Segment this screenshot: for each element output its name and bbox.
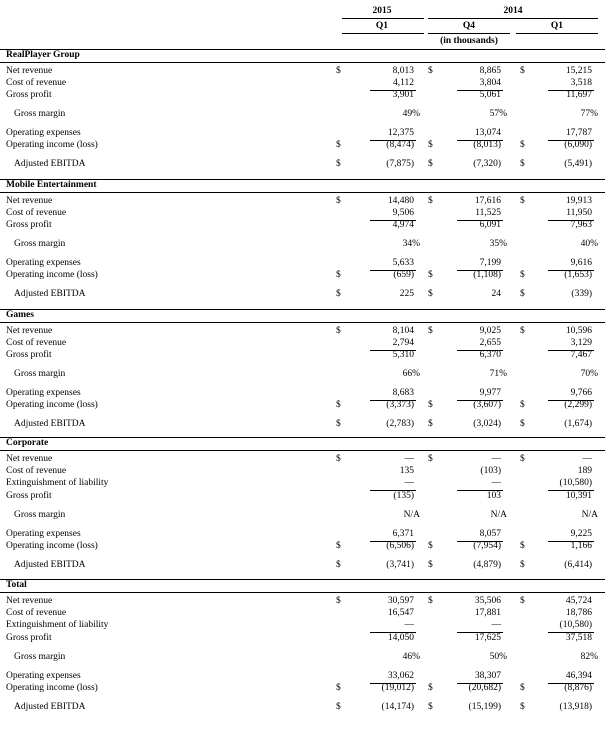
cell-value: (13,918) xyxy=(559,702,592,712)
cell-value: — xyxy=(404,454,414,464)
row-label: Adjusted EBITDA xyxy=(14,560,86,570)
cell-value: 37,518 xyxy=(565,633,592,643)
cell-value: (10,580) xyxy=(559,620,592,630)
section-title: Games xyxy=(6,310,34,320)
dollar-sign: $ xyxy=(428,454,433,464)
cell-value: 71% xyxy=(489,369,507,379)
section-rule-top xyxy=(0,309,605,310)
year-2015-rule xyxy=(342,18,424,19)
cell-value: 40% xyxy=(580,239,598,249)
cell-value: — xyxy=(404,620,414,630)
dollar-sign: $ xyxy=(336,419,341,429)
cell-value: 5,061 xyxy=(479,90,501,100)
cell-value: 35% xyxy=(489,239,507,249)
cell-value: 2,655 xyxy=(479,338,501,348)
cell-value: 10,596 xyxy=(565,326,592,336)
row-label: Adjusted EBITDA xyxy=(14,702,86,712)
cell-value: (8,876) xyxy=(564,683,592,693)
cell-value: N/A xyxy=(490,510,507,520)
dollar-sign: $ xyxy=(520,140,525,150)
row-label: Cost of revenue xyxy=(6,338,67,348)
cell-value: (1,108) xyxy=(473,270,501,280)
row-label: Extinguishment of liability xyxy=(6,620,109,630)
row-label: Gross margin xyxy=(14,510,66,520)
cell-value: (1,674) xyxy=(564,419,592,429)
cell-value: 8,057 xyxy=(479,529,501,539)
dollar-sign: $ xyxy=(520,702,525,712)
cell-value: (2,783) xyxy=(386,419,414,429)
cell-value: (3,024) xyxy=(473,419,501,429)
cell-value: 11,950 xyxy=(566,208,592,218)
dollar-sign: $ xyxy=(336,454,341,464)
cell-value: 10,391 xyxy=(565,491,592,501)
dollar-sign: $ xyxy=(520,454,525,464)
cell-value: — xyxy=(491,620,501,630)
cell-value: 3,129 xyxy=(570,338,592,348)
cell-value: (20,682) xyxy=(468,683,501,693)
section-title: Corporate xyxy=(6,438,49,448)
cell-value: (3,741) xyxy=(386,560,414,570)
cell-value: 15,215 xyxy=(565,66,592,76)
row-label: Cost of revenue xyxy=(6,466,67,476)
section-title: RealPlayer Group xyxy=(6,50,80,60)
cell-value: (8,013) xyxy=(473,140,501,150)
dollar-sign: $ xyxy=(428,196,433,206)
row-label: Operating income (loss) xyxy=(6,140,98,150)
col-q1-2014-rule xyxy=(516,33,598,34)
row-label: Net revenue xyxy=(6,326,53,336)
row-label: Operating expenses xyxy=(6,529,81,539)
cell-value: 9,025 xyxy=(479,326,501,336)
cell-value: 3,518 xyxy=(570,78,592,88)
section-title: Mobile Entertainment xyxy=(6,180,97,190)
cell-value: 12,375 xyxy=(387,128,414,138)
cell-value: (3,373) xyxy=(386,400,414,410)
cell-value: — xyxy=(404,478,414,488)
cell-value: 9,506 xyxy=(392,208,414,218)
cell-value: 13,074 xyxy=(474,128,501,138)
cell-value: 77% xyxy=(580,109,598,119)
cell-value: 9,977 xyxy=(479,388,501,398)
cell-value: — xyxy=(491,454,501,464)
cell-value: — xyxy=(491,478,501,488)
row-label: Gross margin xyxy=(14,239,66,249)
row-label: Net revenue xyxy=(6,596,53,606)
dollar-sign: $ xyxy=(428,140,433,150)
section-rule-bottom xyxy=(0,192,605,193)
dollar-sign: $ xyxy=(520,270,525,280)
cell-value: 8,865 xyxy=(479,66,501,76)
section-rule-bottom xyxy=(0,450,605,451)
cell-value: (7,954) xyxy=(473,541,501,551)
cell-value: 189 xyxy=(577,466,592,476)
year-2015-label: 2015 xyxy=(372,6,392,16)
cell-value: (659) xyxy=(393,270,414,280)
cell-value: 38,307 xyxy=(474,671,501,681)
col-q4-2014-label: Q4 xyxy=(462,21,476,31)
row-label: Cost of revenue xyxy=(6,208,67,218)
dollar-sign: $ xyxy=(336,400,341,410)
dollar-sign: $ xyxy=(336,140,341,150)
cell-value: (103) xyxy=(480,466,501,476)
dollar-sign: $ xyxy=(428,702,433,712)
dollar-sign: $ xyxy=(520,560,525,570)
cell-value: — xyxy=(582,454,592,464)
section-title: Total xyxy=(6,580,27,590)
dollar-sign: $ xyxy=(520,289,525,299)
cell-value: (15,199) xyxy=(468,702,501,712)
cell-value: 45,724 xyxy=(565,596,592,606)
cell-value: (3,607) xyxy=(473,400,501,410)
dollar-sign: $ xyxy=(336,159,341,169)
cell-value: 6,091 xyxy=(479,220,501,230)
row-label: Net revenue xyxy=(6,454,53,464)
row-label: Operating income (loss) xyxy=(6,400,98,410)
cell-value: (14,174) xyxy=(381,702,414,712)
row-label: Operating expenses xyxy=(6,258,81,268)
cell-value: 2,794 xyxy=(392,338,414,348)
row-label: Cost of revenue xyxy=(6,608,67,618)
dollar-sign: $ xyxy=(520,326,525,336)
cell-value: (10,580) xyxy=(559,478,592,488)
section-rule-bottom xyxy=(0,592,605,593)
dollar-sign: $ xyxy=(428,66,433,76)
row-label: Operating income (loss) xyxy=(6,683,98,693)
dollar-sign: $ xyxy=(336,66,341,76)
row-label: Gross margin xyxy=(14,109,66,119)
row-label: Operating income (loss) xyxy=(6,270,98,280)
cell-value: 66% xyxy=(402,369,420,379)
cell-value: (8,474) xyxy=(386,140,414,150)
row-label: Gross profit xyxy=(6,350,52,360)
cell-value: 17,625 xyxy=(474,633,501,643)
dollar-sign: $ xyxy=(428,400,433,410)
cell-value: 14,480 xyxy=(387,196,414,206)
dollar-sign: $ xyxy=(428,419,433,429)
cell-value: 5,633 xyxy=(392,258,414,268)
cell-value: 46,394 xyxy=(565,671,592,681)
row-label: Operating expenses xyxy=(6,671,81,681)
section-rule-top xyxy=(0,579,605,580)
cell-value: 19,913 xyxy=(565,196,592,206)
cell-value: 33,062 xyxy=(387,671,414,681)
cell-value: (19,012) xyxy=(381,683,414,693)
section-rule-bottom xyxy=(0,322,605,323)
row-label: Gross margin xyxy=(14,369,66,379)
cell-value: (6,090) xyxy=(564,140,592,150)
cell-value: (2,299) xyxy=(564,400,592,410)
cell-value: 70% xyxy=(580,369,598,379)
cell-value: (1,653) xyxy=(564,270,592,280)
row-label: Gross profit xyxy=(6,491,52,501)
cell-value: 49% xyxy=(402,109,420,119)
dollar-sign: $ xyxy=(520,400,525,410)
dollar-sign: $ xyxy=(428,289,433,299)
cell-value: 11,697 xyxy=(566,90,592,100)
dollar-sign: $ xyxy=(428,270,433,280)
cell-value: 18,786 xyxy=(565,608,592,618)
col-q1-2014-label: Q1 xyxy=(550,21,564,31)
dollar-sign: $ xyxy=(336,596,341,606)
cell-value: 34% xyxy=(402,239,420,249)
row-label: Adjusted EBITDA xyxy=(14,289,86,299)
col-q4-2014-rule xyxy=(428,33,510,34)
dollar-sign: $ xyxy=(428,560,433,570)
dollar-sign: $ xyxy=(336,702,341,712)
cell-value: 7,199 xyxy=(479,258,501,268)
cell-value: 225 xyxy=(399,289,414,299)
dollar-sign: $ xyxy=(520,419,525,429)
cell-value: (5,491) xyxy=(564,159,592,169)
dollar-sign: $ xyxy=(520,159,525,169)
row-label: Net revenue xyxy=(6,196,53,206)
row-label: Net revenue xyxy=(6,66,53,76)
cell-value: 7,963 xyxy=(570,220,592,230)
cell-value: 3,901 xyxy=(392,90,414,100)
dollar-sign: $ xyxy=(336,560,341,570)
row-label: Extinguishment of liability xyxy=(6,478,109,488)
cell-value: 7,467 xyxy=(570,350,592,360)
dollar-sign: $ xyxy=(336,683,341,693)
dollar-sign: $ xyxy=(336,289,341,299)
section-rule-top xyxy=(0,437,605,438)
cell-value: N/A xyxy=(581,510,598,520)
cell-value: 14,050 xyxy=(387,633,414,643)
section-rule-bottom xyxy=(0,62,605,63)
cell-value: (135) xyxy=(393,491,414,501)
year-2014-rule xyxy=(428,18,598,19)
row-label: Gross profit xyxy=(6,220,52,230)
cell-value: (4,879) xyxy=(473,560,501,570)
cell-value: 35,506 xyxy=(474,596,501,606)
dollar-sign: $ xyxy=(336,270,341,280)
row-label: Adjusted EBITDA xyxy=(14,419,86,429)
cell-value: 9,616 xyxy=(570,258,592,268)
cell-value: 9,225 xyxy=(570,529,592,539)
cell-value: 4,112 xyxy=(392,78,414,88)
row-label: Gross profit xyxy=(6,90,52,100)
units-note: (in thousands) xyxy=(440,36,498,46)
cell-value: (6,506) xyxy=(386,541,414,551)
cell-value: (7,875) xyxy=(386,159,414,169)
dollar-sign: $ xyxy=(428,683,433,693)
row-label: Gross profit xyxy=(6,633,52,643)
dollar-sign: $ xyxy=(428,159,433,169)
dollar-sign: $ xyxy=(520,541,525,551)
row-label: Operating expenses xyxy=(6,128,81,138)
dollar-sign: $ xyxy=(520,196,525,206)
cell-value: 6,370 xyxy=(479,350,501,360)
row-label: Adjusted EBITDA xyxy=(14,159,86,169)
cell-value: 4,974 xyxy=(392,220,414,230)
dollar-sign: $ xyxy=(336,326,341,336)
year-2014-label: 2014 xyxy=(503,6,523,16)
cell-value: 57% xyxy=(489,109,507,119)
cell-value: (339) xyxy=(571,289,592,299)
cell-value: 5,310 xyxy=(392,350,414,360)
cell-value: 50% xyxy=(489,652,507,662)
cell-value: 11,525 xyxy=(475,208,501,218)
cell-value: 24 xyxy=(491,289,501,299)
dollar-sign: $ xyxy=(336,541,341,551)
dollar-sign: $ xyxy=(520,683,525,693)
cell-value: 8,013 xyxy=(392,66,414,76)
cell-value: 8,104 xyxy=(392,326,414,336)
cell-value: (7,320) xyxy=(473,159,501,169)
cell-value: 6,371 xyxy=(392,529,414,539)
cell-value: N/A xyxy=(403,510,420,520)
col-q1-2015-label: Q1 xyxy=(375,21,389,31)
cell-value: 46% xyxy=(402,652,420,662)
dollar-sign: $ xyxy=(428,326,433,336)
cell-value: 17,787 xyxy=(565,128,592,138)
cell-value: 8,683 xyxy=(392,388,414,398)
row-label: Cost of revenue xyxy=(6,78,67,88)
cell-value: 1,166 xyxy=(570,541,592,551)
row-label: Operating expenses xyxy=(6,388,81,398)
cell-value: 9,766 xyxy=(570,388,592,398)
cell-value: 17,881 xyxy=(474,608,501,618)
cell-value: 135 xyxy=(399,466,414,476)
cell-value: 103 xyxy=(486,491,501,501)
cell-value: 82% xyxy=(580,652,598,662)
section-rule-top xyxy=(0,49,605,50)
cell-value: 30,597 xyxy=(387,596,414,606)
dollar-sign: $ xyxy=(520,66,525,76)
dollar-sign: $ xyxy=(336,196,341,206)
cell-value: (6,414) xyxy=(564,560,592,570)
dollar-sign: $ xyxy=(428,541,433,551)
cell-value: 3,804 xyxy=(479,78,501,88)
row-label: Gross margin xyxy=(14,652,66,662)
dollar-sign: $ xyxy=(428,596,433,606)
row-label: Operating income (loss) xyxy=(6,541,98,551)
dollar-sign: $ xyxy=(520,596,525,606)
cell-value: 17,616 xyxy=(474,196,501,206)
col-q1-2015-rule xyxy=(342,33,424,34)
cell-value: 16,547 xyxy=(387,608,414,618)
